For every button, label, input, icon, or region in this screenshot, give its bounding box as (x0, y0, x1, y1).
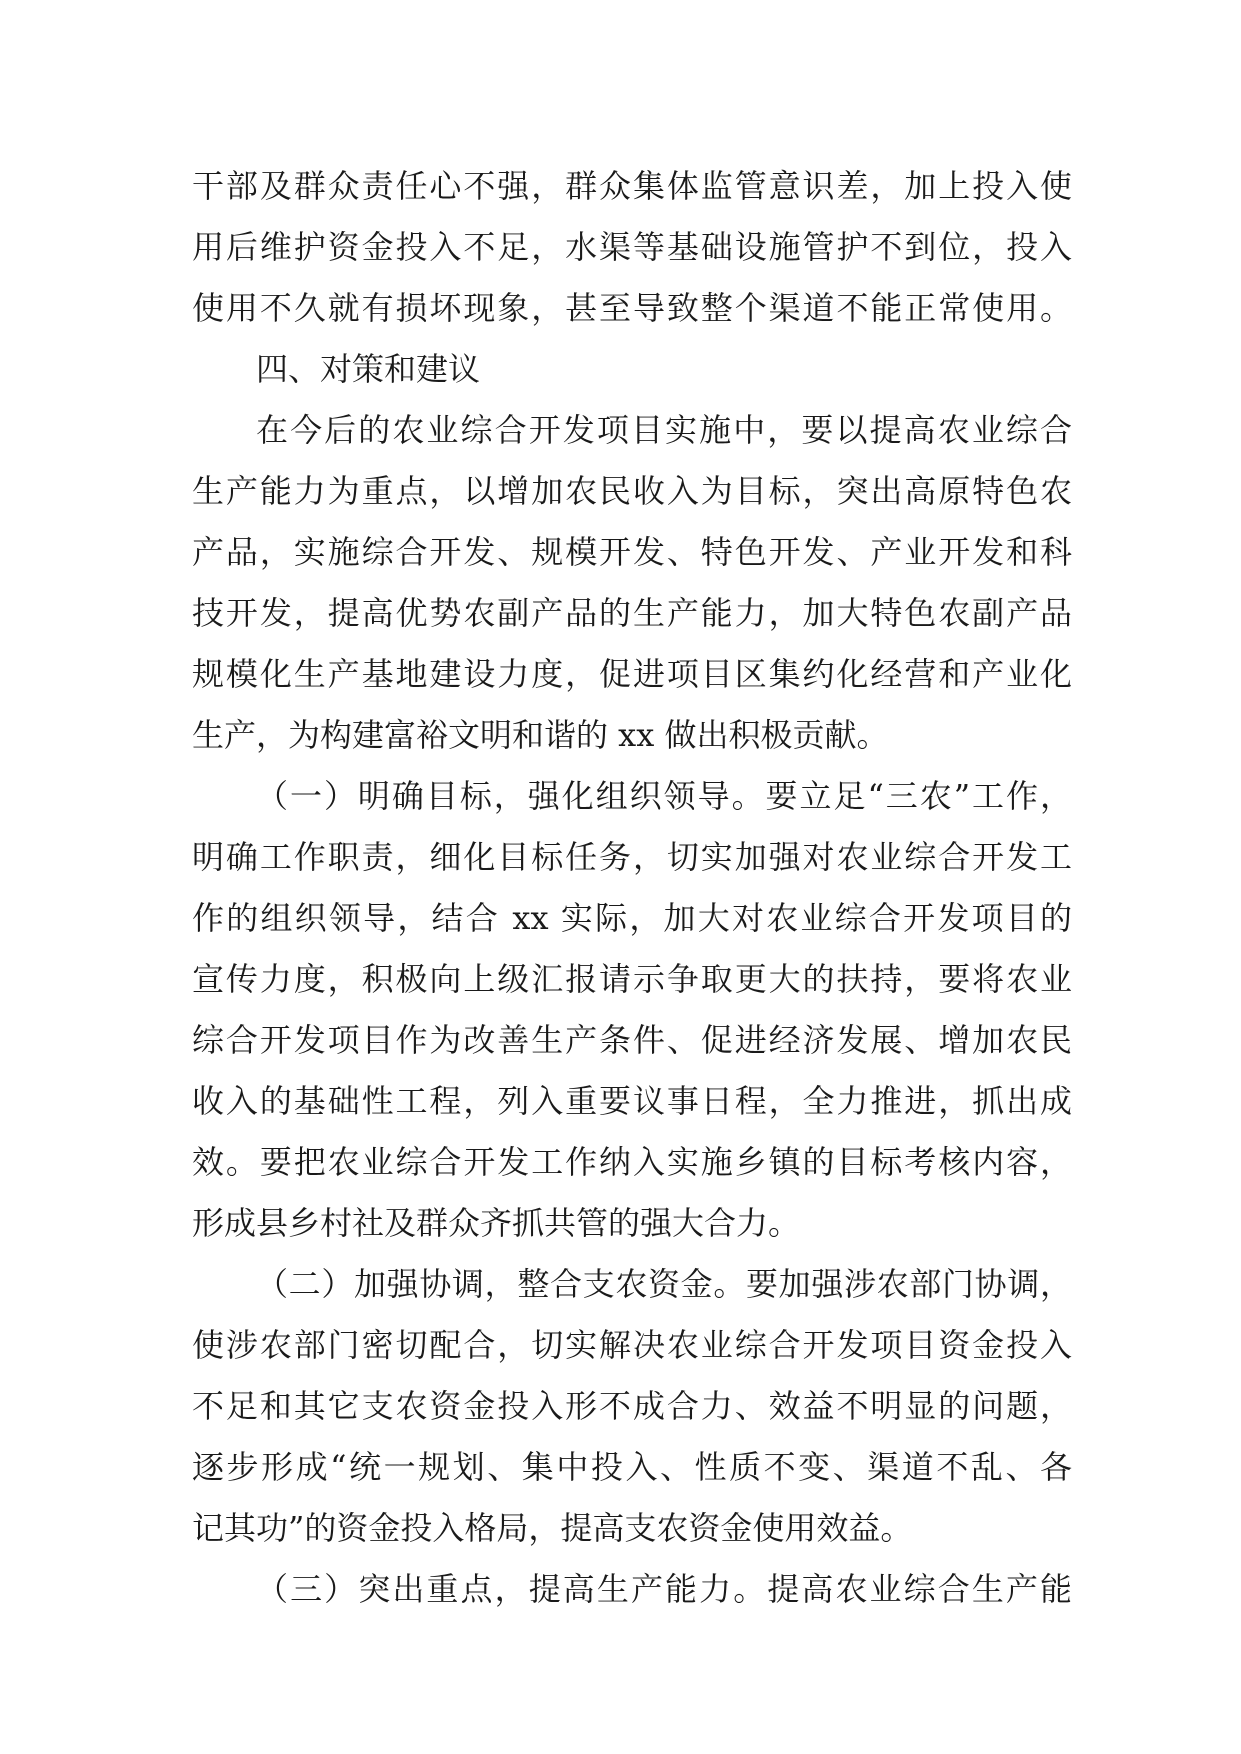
text-line: 在今后的农业综合开发项目实施中，要以提高农业综合 (256, 411, 1072, 449)
text-line: 宣传力度，积极向上级汇报请示争取更大的扶持，要将农业 (192, 960, 1072, 998)
paragraph-item-3 (192, 1559, 1072, 1620)
text-line: 逐步形成“统一规划、集中投入、性质不变、渠道不乱、各 (192, 1448, 1072, 1486)
text-line: 规模化生产基地建设力度，促进项目区集约化经营和产业化 (192, 655, 1072, 693)
paragraph-intro (192, 400, 1072, 766)
text-line: 记其功”的资金投入格局，提高支农资金使用效益。 (192, 1509, 913, 1547)
text-line: 收入的基础性工程，列入重要议事日程，全力推进，抓出成 (192, 1082, 1072, 1120)
document-body (192, 156, 1072, 1620)
text-line: 生产能力为重点，以增加农民收入为目标，突出高原特色农 (192, 472, 1072, 510)
text-line: （二）加强协调，整合支农资金。要加强涉农部门协调， (256, 1265, 1072, 1303)
heading-text: 四、对策和建议 (256, 350, 481, 388)
text-line: 形成县乡村社及群众齐抓共管的强大合力。 (192, 1204, 801, 1242)
paragraph-item-2 (192, 1254, 1072, 1559)
text-line: （一）明确目标，强化组织领导。要立足“三农”工作， (256, 777, 1072, 815)
text-line: 使涉农部门密切配合，切实解决农业综合开发项目资金投入 (192, 1326, 1072, 1364)
text-line: 技开发，提高优势农副产品的生产能力，加大特色农副产品 (192, 594, 1072, 632)
text-line: 作的组织领导，结合 xx 实际，加大对农业综合开发项目的 (192, 899, 1072, 937)
text-line: 明确工作职责，细化目标任务，切实加强对农业综合开发工 (192, 838, 1072, 876)
text-line: 效。要把农业综合开发工作纳入实施乡镇的目标考核内容， (192, 1143, 1072, 1181)
text-line: 使用不久就有损坏现象，甚至导致整个渠道不能正常使用。 (192, 289, 1072, 327)
paragraph-continuation (192, 156, 1072, 339)
text-line: 综合开发项目作为改善生产条件、促进经济发展、增加农民 (192, 1021, 1072, 1059)
text-line: （三）突出重点，提高生产能力。提高农业综合生产能 (256, 1570, 1072, 1608)
text-line: 不足和其它支农资金投入形不成合力、效益不明显的问题， (192, 1387, 1072, 1425)
text-line: 干部及群众责任心不强，群众集体监管意识差，加上投入使 (192, 167, 1072, 205)
text-line: 生产，为构建富裕文明和谐的 xx 做出积极贡献。 (192, 716, 889, 754)
text-line: 用后维护资金投入不足，水渠等基础设施管护不到位，投入 (192, 228, 1072, 266)
paragraph-item-1 (192, 766, 1072, 1254)
text-line: 产品，实施综合开发、规模开发、特色开发、产业开发和科 (192, 533, 1072, 571)
section-heading (192, 339, 1072, 400)
